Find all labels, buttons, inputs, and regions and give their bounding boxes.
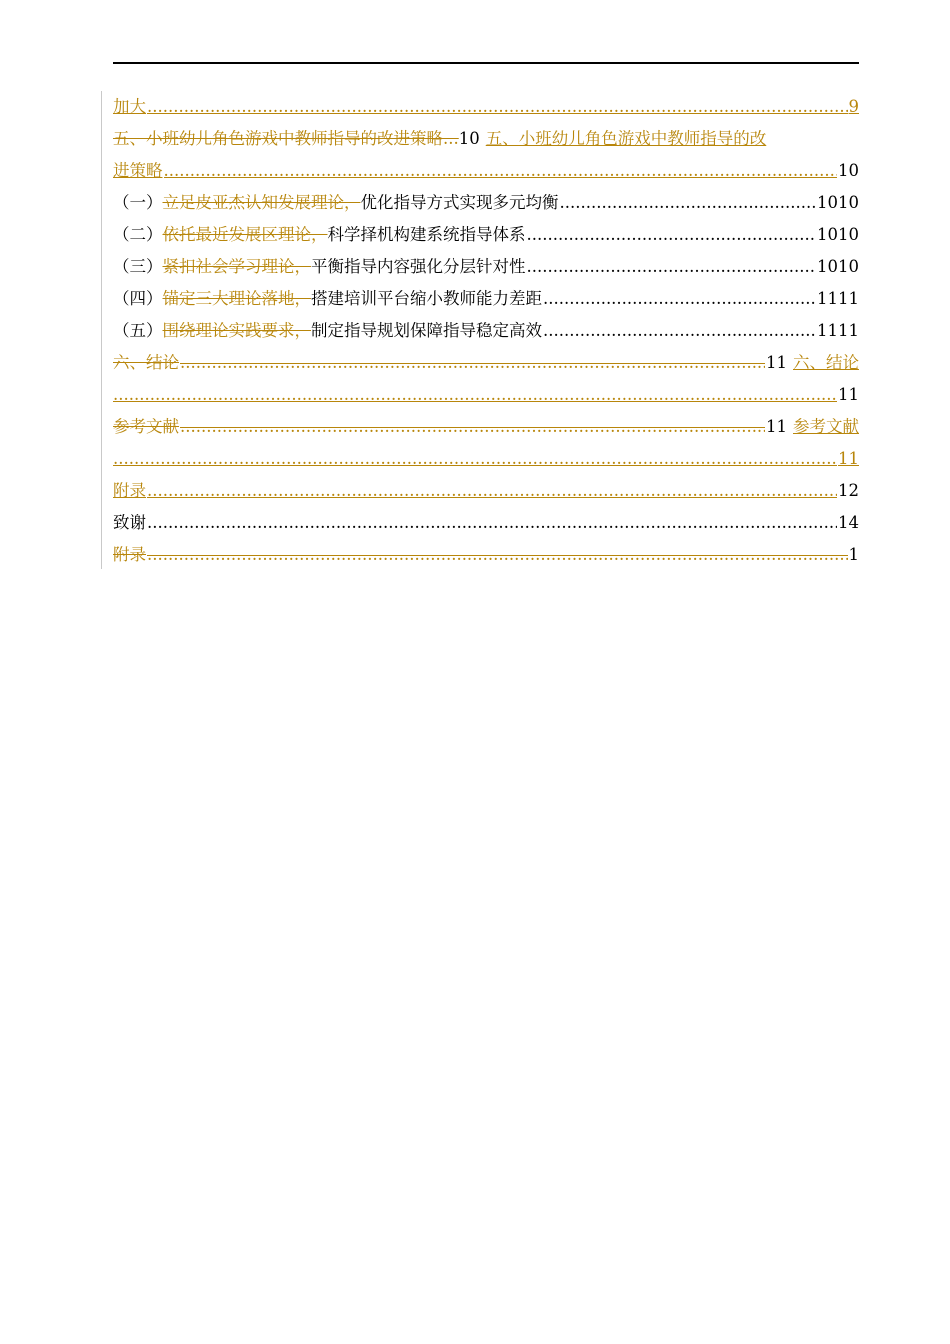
toc-page-number: 11 (766, 353, 787, 372)
toc-line-appendix-deleted[interactable] (113, 539, 859, 571)
toc-deleted-text: 依托最近发展区理论， (162, 225, 328, 244)
toc-subentry-text[interactable]: 科学择机构建系统指导体系 (327, 225, 526, 244)
toc-leader-dots (113, 443, 837, 475)
toc-deleted-entry: 六、结论 (113, 353, 179, 372)
toc-subentry-text[interactable]: 平衡指导内容强化分层针对性 (311, 257, 526, 276)
toc-page-number[interactable]: 9 (848, 97, 859, 116)
toc-page-number: 1010 (817, 193, 859, 212)
toc-inserted-entry[interactable]: 五、小班幼儿角色游戏中教师指导的改 (485, 129, 767, 148)
toc-page-number: 1111 (817, 289, 859, 308)
toc-subentry-prefix: （五） (113, 321, 163, 340)
toc-page-number[interactable]: 11 (838, 449, 859, 468)
toc-subentry-1[interactable] (113, 187, 859, 219)
header-rule (113, 62, 859, 64)
toc-leader-dots (180, 347, 765, 379)
toc-deleted-text: 围绕理论实践要求， (162, 321, 311, 340)
toc-page-number: 1 (848, 545, 859, 564)
toc-leader-dots (164, 155, 838, 187)
toc-leader-dots (147, 475, 837, 507)
toc-deleted-entry: 附录 (113, 545, 146, 564)
toc-page-number: 10 (838, 161, 859, 180)
toc-subentry-text[interactable]: 优化指导方式实现多元均衡 (360, 193, 559, 212)
toc-subentry-text[interactable]: 搭建培训平台缩小教师能力差距 (311, 289, 542, 308)
toc-line-section5[interactable] (113, 123, 859, 155)
toc-page-number: 11 (766, 417, 787, 436)
toc-page-number: 11 (838, 385, 859, 404)
toc-entry-text[interactable]: 致谢 (113, 513, 146, 532)
toc-subentry-2[interactable] (113, 219, 859, 251)
toc-line-conclusion-cont[interactable] (113, 379, 859, 411)
toc-leader-dots (180, 411, 765, 443)
toc-leader-dots (543, 315, 816, 347)
toc-subentry-prefix: （一） (113, 193, 163, 212)
toc-line-appendix[interactable] (113, 475, 859, 507)
toc-deleted-entry: 五、小班幼儿角色游戏中教师指导的改进策略... (113, 129, 459, 148)
toc-deleted-text: 紧扣社会学习理论， (162, 257, 311, 276)
toc-line-section5-cont[interactable] (113, 155, 859, 187)
toc-leader-dots (527, 219, 817, 251)
toc-page-number: 10 (458, 129, 480, 148)
toc-page-number: 1111 (817, 321, 859, 340)
toc-leader-dots (147, 507, 837, 539)
toc-subentry-prefix: （三） (113, 257, 163, 276)
toc-deleted-text: 锚定三大理论落地， (162, 289, 311, 308)
toc-leader-dots (113, 379, 837, 411)
revision-change-bar (101, 91, 102, 569)
toc-leader-dots (560, 187, 817, 219)
toc-leader-dots (527, 251, 817, 283)
toc-leader-dots (147, 539, 848, 571)
toc-entry-text[interactable]: 加大 (113, 97, 146, 116)
toc-entry-text[interactable]: 附录 (113, 481, 146, 500)
toc-leader-dots (543, 283, 816, 315)
toc-entry-text[interactable]: 进策略 (113, 161, 163, 180)
toc-page-number: 1010 (817, 257, 859, 276)
toc-line-conclusion[interactable] (113, 347, 859, 379)
toc-subentry-5[interactable] (113, 315, 859, 347)
toc-deleted-entry: 参考文献 (113, 417, 179, 436)
toc-line-acknowledgements[interactable] (113, 507, 859, 539)
toc-inserted-entry[interactable]: 参考文献 (793, 417, 859, 436)
toc-inserted-entry[interactable]: 六、结论 (793, 353, 859, 372)
toc-page-number: 12 (838, 481, 859, 500)
toc-page-number: 1010 (817, 225, 859, 244)
toc-subentry-4[interactable] (113, 283, 859, 315)
toc-page-number: 14 (838, 513, 859, 532)
toc-subentry-prefix: （二） (113, 225, 163, 244)
toc-line-references-cont[interactable] (113, 443, 859, 475)
toc-subentry-prefix: （四） (113, 289, 163, 308)
toc-subentry-3[interactable] (113, 251, 859, 283)
table-of-contents (113, 91, 859, 571)
toc-leader-dots (147, 91, 848, 123)
toc-deleted-text: 立足皮亚杰认知发展理论， (162, 193, 361, 212)
toc-line-jiada[interactable] (113, 91, 859, 123)
toc-line-references[interactable] (113, 411, 859, 443)
toc-subentry-text[interactable]: 制定指导规划保障指导稳定高效 (311, 321, 542, 340)
